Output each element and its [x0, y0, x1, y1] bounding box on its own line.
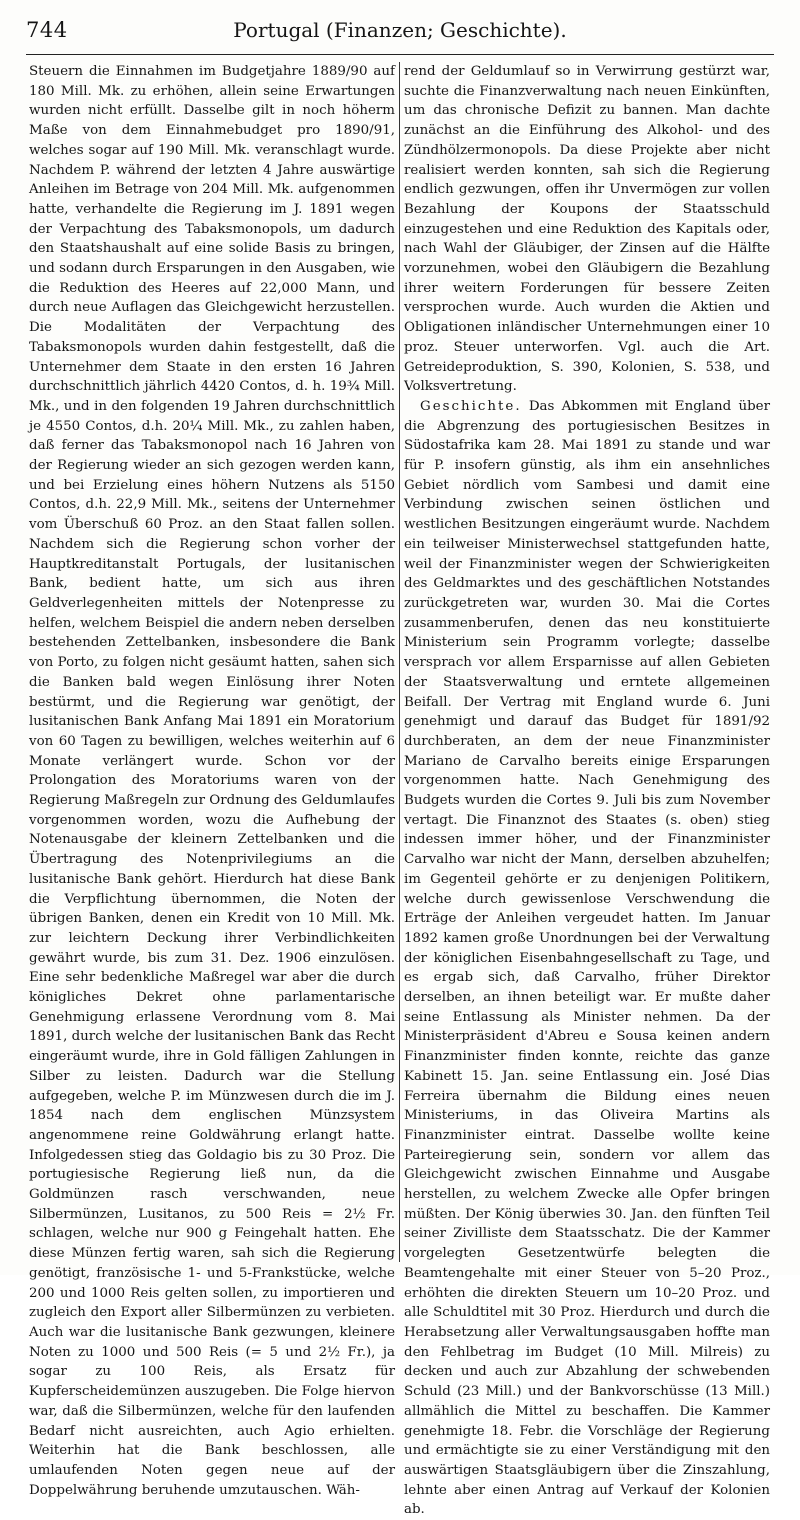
right-column — [404, 62, 770, 1518]
page-number: 744 — [26, 18, 68, 42]
paragraph-finances-end: rend der Geldumlauf so in Verwirrung gestürzt war, suchte die Finanzverwaltung nach neuen Einkünften, um das chronische Defizit zu bannen. Man dachte zunächst an die Einführung des Alkohol- und des Zündhölzermonopols. Da diese Projekte aber nicht realisiert werden konnten, sah sich die Regierung endlich gezwungen, offen ihr Unvermögen zur vollen Bezahlung der Koupons der Staatsschuld einzugestehen und eine Reduktion des Kapitals oder, nach Wahl der Gläubiger, der Zinsen auf die Hälfte vorzunehmen, wobei den Gläubigern die Bezahlung ihrer weitern Forderungen für bessere Zeiten versprochen wurde. Auch wurden die Aktien und Obligationen inländischer Unternehmungen einer 10 proz. Steuer unterworfen. Vgl. auch die Art. Getreideproduktion, S. 390, Kolonien, S. 538, und Volksvertretung. — [404, 64, 770, 395]
header-rule — [26, 54, 774, 55]
paragraph-finances-continued: Steuern die Einnahmen im Budgetjahre 1889/90 auf 180 Mill. Mk. zu erhöhen, allein seine Erwartungen wurden nicht erfüllt. Dasselbe gilt in noch höherm Maße von dem Einnahmebudget pro 1890/91, welches sogar auf 190 Mill. Mk. veranschlagt wurde. Nachdem P. während der letzten 4 Jahre auswärtige Anleihen im Betrage von 204 Mill. Mk. aufgenommen hatte, verhandelte die Regierung im J. 1891 wegen der Verpachtung des Tabaksmonopols, um dadurch den Staatshaushalt auf eine solide Basis zu bringen, und sodann durch Ersparungen in den Ausgaben, wie die Reduktion des Heeres auf 22,000 Mann, und durch neue Auflagen das Gleichgewicht herzustellen. Die Modalitäten der Verpachtung des Tabaksmonopols wurden dahin festgestellt, daß die Unternehmer dem Staate in den ersten 16 Jahren durchschnittlich jährlich 4420 Contos, d. h. 19¾ Mill. Mk., und in den folgenden 19 Jahren durchschnittlich je 4550 Contos, d.h. 20¼ Mill. Mk., zu zahlen haben, daß ferner das Tabaksmonopol nach 16 Jahren von der Regierung wieder an sich gezogen werden kann, und bei Erzielung eines höhern Nutzens als 5150 Contos, d.h. 22,9 Mill. Mk., seitens der Unternehmer vom Überschuß 60 Proz. an den Staat fallen sollen. Nachdem sich die Regierung schon vorher der Hauptkreditanstalt Portugals, der lusitanischen Bank, bedient hatte, um sich aus ihren Geldverlegenheiten mittels der Notenpresse zu helfen, welchem Beispiel die andern neben derselben bestehenden Zettelbanken, insbesondere die Bank von Porto, zu folgen nicht gesäumt hatten, sahen sich die Banken bald wegen Einlösung ihrer Noten bestürmt, und die Regierung war genötigt, der lusitanischen Bank Anfang Mai 1891 ein Moratorium von 60 Tagen zu bewilligen, welches weiterhin auf 6 Monate verlängert wurde. Schon vor der Prolongation des Moratoriums waren von der Regierung Maßregeln zur Ordnung des Geldumlaufes vorgenommen worden, wozu die Aufhebung der Notenausgabe der kleinern Zettelbanken und die Übertragung des Notenprivilegiums an die lusitanische Bank gehört. Hierdurch hat diese Bank die Verpflichtung übernommen, die Noten der übrigen Banken, denen ein Kredit von 10 Mill. Mk. zur leichtern Deckung ihrer Verbindlichkeiten gewährt wurde, bis zum 31. Dez. 1906 einzulösen. Eine sehr bedenkliche Maßregel war aber die durch königliches Dekret ohne parlamentarische Genehmigung erlassene Verordnung vom 8. Mai 1891, durch welche der lusitanischen Bank das Recht eingeräumt wurde, ihre in Gold fälligen Zahlungen in Silber zu leisten. Dadurch war die Stellung aufgegeben, welche P. im Münzwesen durch die im J. 1854 nach dem englischen Münzsystem angenommene reine Goldwährung erlangt hatte. Infolgedessen stieg das Goldagio bis zu 30 Proz. Die portugiesische Regierung ließ nun, da die Goldmünzen rasch verschwanden, neue Silbermünzen, Lusitanos, zu 500 Reis = 2½ Fr. schlagen, welche nur 900 g Feingehalt hatten. Ehe diese Münzen fertig waren, sah sich die Regierung genötigt, französische 1- und 5-Frankstücke, welche 200 und 1000 Reis gelten sollen, zu importieren und zugleich den Export aller Silbermünzen zu verbieten. Auch war die lusitanische Bank gezwungen, kleinere Noten zu 1000 und 500 Reis (= 5 und 2½ Fr.), ja sogar zu 100 Reis, als Ersatz für Kupferscheidemünzen auszugeben. Die Folge hiervon war, daß die Silbermünzen, welche für den laufenden Bedarf nicht ausreichten, auch Agio erhielten. Weiterhin hat die Bank beschlossen, alle umlaufenden Noten gegen neue auf der Doppelwährung beruhende umzutauschen. Wäh- — [29, 64, 395, 1498]
section-heading-history: Geschichte. — [420, 398, 522, 414]
paragraph-history — [404, 397, 770, 1520]
left-column — [29, 62, 395, 1498]
text-columns — [29, 62, 771, 1518]
page-header — [26, 18, 774, 50]
column-divider — [399, 62, 400, 1262]
running-title: Portugal (Finanzen; Geschichte). — [233, 18, 567, 42]
paragraph-history-text: Das Abkommen mit England über die Abgrenzung des portugiesischen Besitzes in Südostafrika kam 28. Mai 1891 zu stande und war für P. insofern günstig, als ihm ein ansehnliches Gebiet nördlich vom Sambesi und damit eine Verbindung zwischen seinen östlichen und westlichen Besitzungen eingeräumt wurde. Nachdem ein teilweiser Ministerwechsel stattgefunden hatte, weil der Finanzminister wegen der Schwierigkeiten des Geldmarktes und des geschäftlichen Notstandes zurückgetreten war, wurden 30. Mai die Cortes zusammenberufen, denen das neu konstituierte Ministerium sein Programm vorlegte; dasselbe versprach vor allem Ersparnisse auf allen Gebieten der Staatsverwaltung und erntete allgemeinen Beifall. Der Vertrag mit England wurde 6. Juni genehmigt und darauf das Budget für 1891/92 durchberaten, an dem der neue Finanzminister Mariano de Carvalho bereits einige Ersparungen vorgenommen hatte. Nach Genehmigung des Budgets wurden die Cortes 9. Juli bis zum November vertagt. Die Finanznot des Staates (s. oben) stieg indessen immer höher, und der Finanzminister Carvalho war nicht der Mann, derselben abzuhelfen; im Gegenteil gehörte er zu denjenigen Politikern, welche durch gewissenlose Verschwendung die Erträge der Anleihen vergeudet hatten. Im Januar 1892 kamen große Unordnungen bei der Verwaltung der königlichen Eisenbahngesellschaft zu Tage, und es ergab sich, daß Carvalho, früher Direktor derselben, an ihnen beteiligt war. Er mußte daher seine Entlassung als Minister nehmen. Da der Ministerpräsident d'Abreu e Sousa keinen andern Finanzminister finden konnte, reichte das ganze Kabinett 15. Jan. seine Entlassung ein. José Dias Ferreira übernahm die Bildung eines neuen Ministeriums, in das Oliveira Martins als Finanzminister eintrat. Dasselbe wollte keine Parteiregierung sein, sondern vor allem das Gleichgewicht zwischen Einnahme und Ausgabe herstellen, zu welchem Zwecke alle Opfer bringen müßten. Der König überwies 30. Jan. den fünften Teil seiner Zivilliste dem Staatsschatz. Die der Kammer vorgelegten Gesetzentwürfe belegten die Beamtengehalte mit einer Steuer von 5–20 Proz., erhöhten die direkten Steuern um 10–20 Proz. und alle Schuldtitel mit 30 Proz. Hierdurch und durch die Herabsetzung aller Verwaltungsausgaben hoffte man den Fehlbetrag im Budget (10 Mill. Milreis) zu decken und auch zur Abzahlung der schwebenden Schuld (23 Mill.) und der Bankvorschüsse (13 Mill.) allmählich die Mittel zu beschaffen. Die Kammer genehmigte 18. Febr. die Vorschläge der Regierung und ermächtigte sie zu einer Verständigung mit den auswärtigen Staatsgläubigern über die Zinszahlung, lehnte aber einen Antrag auf Verkauf der Kolonien ab. — [404, 398, 770, 1518]
